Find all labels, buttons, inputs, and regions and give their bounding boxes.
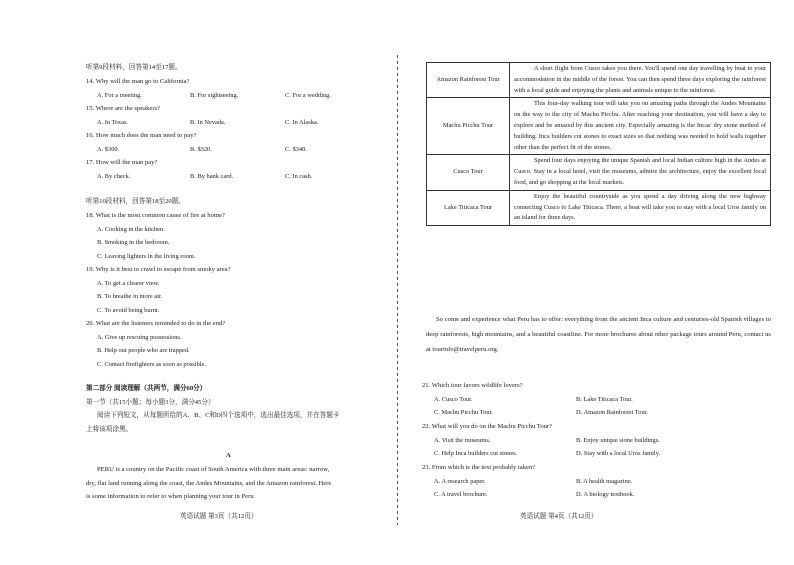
q21-option-b: B. Lake Titicaca Tour. [576, 396, 633, 403]
tour-name: Lake Titicaca Tour [427, 190, 510, 225]
question-19: 19. Why is it best to crawl to escape from smoky area? [86, 266, 231, 273]
q19-option-c: C. To avoid being burnt. [97, 307, 160, 314]
q14-option-b: B. For sightseeing. [190, 92, 239, 99]
tour-name: Cusco Tour [427, 155, 510, 190]
tour-description: Spend four days enjoying the unique Spanish and local Indian culture high in the Andes at Cusco. Stay in a local hotel, visit the museums, admire the architecture, enjoy the excellent local food, and go shopping at the local markets. [510, 155, 771, 190]
right-page [400, 0, 794, 565]
q23-option-b: B. A health magazine. [576, 478, 633, 485]
q14-option-c: C. For a wedding. [285, 92, 331, 99]
passage-line-1: PERU is a country on the Pacific coast of South America with three main areas: narrow, [97, 466, 330, 473]
question-16: 16. How much does the man need to pay? [86, 132, 197, 139]
q19-option-b: B. To breathe in more air. [97, 293, 163, 300]
question-20: 20. What are the listeners reminded to do in the end? [86, 320, 226, 327]
passage-letter: A [226, 452, 231, 459]
q23-option-a: A. A research paper. [434, 478, 486, 485]
q18-option-b: B. Smoking in the bedroom. [97, 239, 170, 246]
section-one-heading: 第一节（共15小题；每小题3分，满分45分） [86, 399, 215, 406]
q23-option-c: C. A travel brochure. [434, 491, 488, 498]
listening-intro-9: 听第9段材料，回答第14至17题。 [86, 64, 182, 71]
q20-option-a: A. Give up rescuing possessions. [97, 334, 182, 341]
question-23: 23. From which is the text probably taken? [422, 464, 536, 471]
q17-option-a: A. By check. [97, 173, 131, 180]
instructions-line-1: 阅读下列短文，从每题所给的A、B、C和D四个选项中，选出最佳选项，并在答题卡 [97, 412, 340, 419]
q22-option-c: C. Help Inca builders cut stones. [434, 450, 518, 457]
q20-option-b: B. Help out people who are trapped. [97, 347, 190, 354]
q17-option-b: B. By bank card. [190, 173, 234, 180]
table-row [427, 190, 771, 225]
tour-name: Machu Picchu Tour [427, 98, 510, 155]
table-row [427, 155, 771, 190]
table-row [427, 63, 771, 98]
q19-option-a: A. To get a clearer view. [97, 280, 160, 287]
q18-option-c: C. Leaving lighters in the living room. [97, 253, 196, 260]
q22-option-a: A. Visit the museums. [434, 437, 491, 444]
listening-intro-10: 听第10段材料，回答第18至20题。 [86, 198, 185, 205]
question-15: 15. Where are the speakers? [86, 105, 161, 112]
q15-option-c: C. In Alaska. [285, 119, 319, 126]
page-footer-left: 英语试题 第3页（共12页） [180, 513, 258, 520]
q22-option-d: D. Stay with a local Uros family. [576, 450, 661, 457]
page-divider [397, 55, 398, 525]
passage-line-3: is some information to refer to when planning your tour in Peru. [86, 493, 256, 500]
q16-option-c: C. $340. [285, 146, 307, 153]
question-14: 14. Why will the man go to California? [86, 78, 190, 85]
tour-description: A short flight from Cusco takes you there. You'll spend one day travelling by boat to your accommodation in the middle of the forest. You can then spend three days exploring the rainforest with a local guide and enjoying the plants and animals unique to the rainforest. [510, 63, 771, 98]
q23-option-d: D. A biology textbook. [576, 491, 635, 498]
q15-option-a: A. In Texas. [97, 119, 129, 126]
q20-option-c: C. Contact firefighters as soon as possible. [97, 361, 206, 368]
question-22: 22. What will you do on the Machu Picchu Tour? [422, 423, 553, 430]
tours-table [426, 62, 771, 226]
table-row [427, 98, 771, 155]
q16-option-b: B. $320. [190, 146, 212, 153]
q17-option-c: C. In cash. [285, 173, 313, 180]
page-footer-right: 英语试题 第4页（共12页） [520, 513, 598, 520]
part-two-heading: 第二部分 阅读理解（共两节，满分60分） [86, 385, 207, 392]
q14-option-a: A. For a meeting. [97, 92, 142, 99]
q18-option-a: A. Cooking in the kitchen. [97, 226, 165, 233]
tour-description: This four-day walking tour will take you on amazing paths through the Andes Mountains on the way to the city of Machu Picchu. After reaching your destination, you will have a day to explore and be amazed by this ancient city. Especially amazing is the Incas' dry stone method of building. Inca builders cut stones to exact sizes so that nothing was needed to hold walls together other than the perfect fit of the stones. [510, 98, 771, 155]
question-17: 17. How will the man pay? [86, 159, 158, 166]
closing-paragraph: So come and experience what Peru has to offer: everything from the ancient Inca culture and centuries-old Spanish villages to deep rainforests, high mountains, and a beautiful coastline. For more brochures about other package tours around Peru, contact us at tourinfo@travelperu.org. [426, 316, 771, 353]
passage-line-2: dry, flat land running along the coast, the Andes Mountains, and the Amazon rainforest. Here [86, 480, 332, 487]
question-18: 18. What is the most common cause of fire at home? [86, 212, 225, 219]
q22-option-b: B. Enjoy unique stone buildings. [576, 437, 660, 444]
tour-description: Enjoy the beautiful countryside as you spend a day driving along the new highway connecting Cusco to Lake Titicaca. There, a boat will take you to stay with a local Uros family on an island for three days. [510, 190, 771, 225]
question-21: 21. Which tour favors wildlife lovers? [422, 382, 523, 389]
q21-option-a: A. Cusco Tour. [434, 396, 473, 403]
q21-option-d: D. Amazon Rainforest Tour. [576, 409, 649, 416]
q15-option-b: B. In Nevada. [190, 119, 226, 126]
instructions-line-2: 上将该项涂黑。 [86, 426, 133, 433]
tour-name: Amazon Rainforest Tour [427, 63, 510, 98]
q21-option-c: C. Machu Picchu Tour. [434, 409, 493, 416]
q16-option-a: A. $300. [97, 146, 120, 153]
